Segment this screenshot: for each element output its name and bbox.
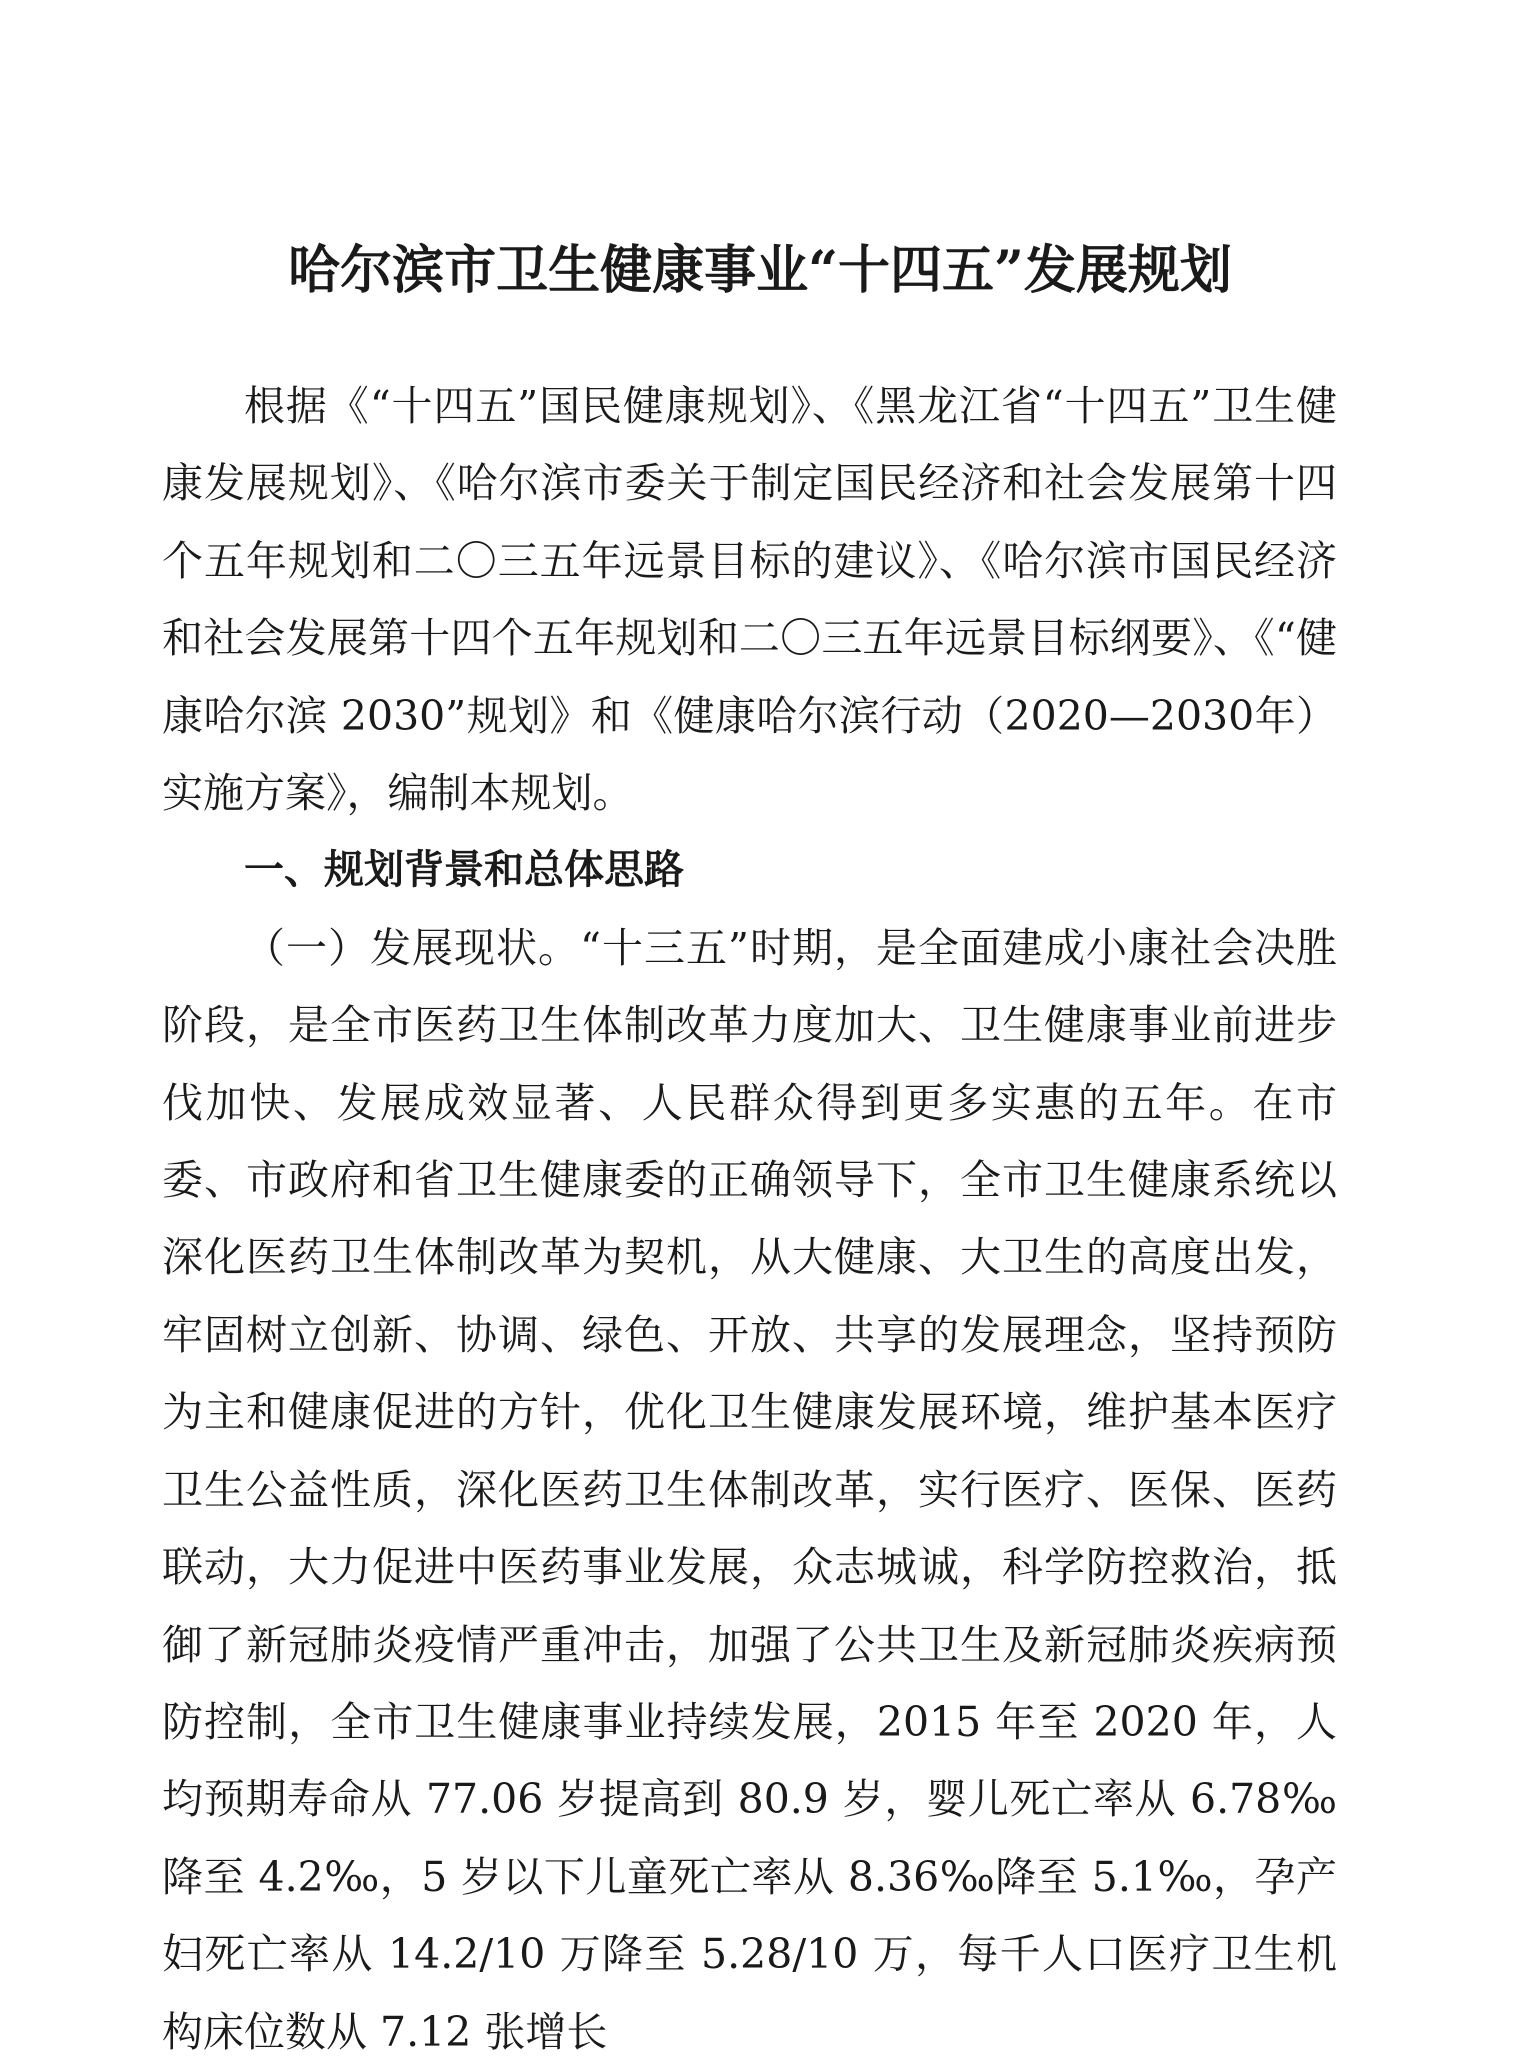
document-body (162, 368, 1337, 2071)
intro-paragraph: 根据《“十四五”国民健康规划》、《黑龙江省“十四五”卫生健康发展规划》、《哈尔滨市委关于制定国民经济和社会发展第十四个五年规划和二〇三五年远景目标的建议》、《哈尔滨市国民经济和社会发展第十四个五年规划和二〇三五年远景目标纲要》、《“健康哈尔滨 2030”规划》和《健康哈尔滨行动（2020—2030年）实施方案》，编制本规划。 (162, 382, 1337, 818)
section-heading: 一、规划背景和总体思路 (244, 847, 684, 894)
body-paragraph: （一）发展现状。“十三五”时期，是全面建成小康社会决胜阶段，是全市医药卫生体制改革力度加大、卫生健康事业前进步伐加快、发展成效显著、人民群众得到更多实惠的五年。在市委、市政府和省卫生健康委的正确领导下，全市卫生健康系统以深化医药卫生体制改革为契机，从大健康、大卫生的高度出发，牢固树立创新、协调、绿色、开放、共享的发展理念，坚持预防为主和健康促进的方针，优化卫生健康发展环境，维护基本医疗卫生公益性质，深化医药卫生体制改革，实行医疗、医保、医药联动，大力促进中医药事业发展，众志城诚，科学防控救治，抵御了新冠肺炎疫情严重冲击，加强了公共卫生及新冠肺炎疾病预防控制，全市卫生健康事业持续发展，2015 年至 2020 年，人均预期寿命从 77.06 岁提高到 80.9 岁，婴儿死亡率从 6.78‰降至 4.2‰，5 岁以下儿童死亡率从 8.36‰降至 5.1‰，孕产妇死亡率从 14.2/10 万降至 5.28/10 万，每千人口医疗卫生机构床位数从 7.12 张增长 (162, 923, 1337, 2056)
document-title: 哈尔滨市卫生健康事业“十四五”发展规划 (288, 240, 1232, 301)
